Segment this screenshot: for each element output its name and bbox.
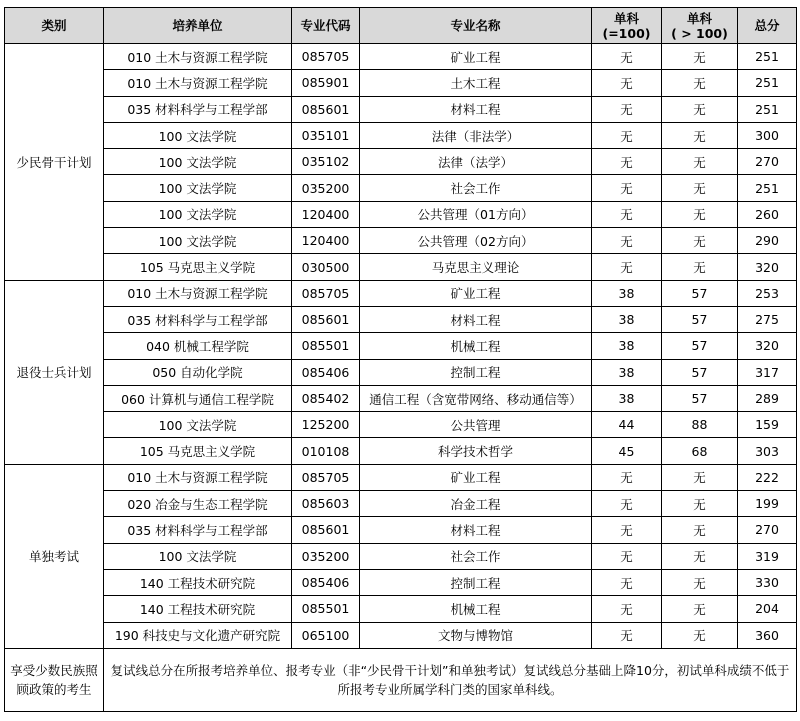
cell-single-eq100: 无 [592, 254, 662, 280]
cell-major: 矿业工程 [360, 464, 592, 490]
cell-code: 085603 [292, 491, 360, 517]
cell-major: 文物与博物馆 [360, 622, 592, 648]
cell-single-gt100: 无 [662, 201, 738, 227]
cell-single-gt100: 88 [662, 412, 738, 438]
cell-major: 土木工程 [360, 70, 592, 96]
table-row [5, 280, 797, 306]
table-row [5, 306, 797, 332]
cell-single-gt100: 68 [662, 438, 738, 464]
cell-unit: 100 文法学院 [104, 175, 292, 201]
cell-code: 085705 [292, 44, 360, 70]
cell-single-eq100: 无 [592, 596, 662, 622]
cell-code: 085501 [292, 333, 360, 359]
score-table [4, 7, 797, 712]
cell-single-eq100: 无 [592, 70, 662, 96]
cell-code: 035200 [292, 175, 360, 201]
cell-unit: 010 土木与资源工程学院 [104, 280, 292, 306]
header-unit: 培养单位 [104, 8, 292, 44]
table-row [5, 201, 797, 227]
table-row [5, 543, 797, 569]
cell-code: 085406 [292, 569, 360, 595]
cell-major: 社会工作 [360, 175, 592, 201]
cell-total: 320 [738, 254, 797, 280]
cell-major: 机械工程 [360, 333, 592, 359]
cell-unit: 190 科技史与文化遗产研究院 [104, 622, 292, 648]
cell-single-gt100: 无 [662, 70, 738, 96]
cell-total: 319 [738, 543, 797, 569]
cell-total: 253 [738, 280, 797, 306]
cell-code: 065100 [292, 622, 360, 648]
table-row [5, 96, 797, 122]
cell-unit: 010 土木与资源工程学院 [104, 464, 292, 490]
category-cell: 退役士兵计划 [5, 280, 104, 464]
cell-unit: 100 文法学院 [104, 412, 292, 438]
cell-single-eq100: 无 [592, 228, 662, 254]
cell-total: 317 [738, 359, 797, 385]
table-row [5, 596, 797, 622]
cell-unit: 100 文法学院 [104, 228, 292, 254]
cell-single-gt100: 57 [662, 280, 738, 306]
cell-code: 085601 [292, 306, 360, 332]
cell-single-eq100: 无 [592, 96, 662, 122]
table-row [5, 254, 797, 280]
cell-code: 030500 [292, 254, 360, 280]
cell-code: 085601 [292, 517, 360, 543]
cell-code: 085501 [292, 596, 360, 622]
cell-single-eq100: 45 [592, 438, 662, 464]
cell-total: 275 [738, 306, 797, 332]
table-row [5, 385, 797, 411]
category-cell: 少民骨干计划 [5, 44, 104, 281]
cell-single-gt100: 无 [662, 622, 738, 648]
cell-unit: 105 马克思主义学院 [104, 438, 292, 464]
cell-total: 270 [738, 149, 797, 175]
cell-single-eq100: 无 [592, 517, 662, 543]
cell-code: 035101 [292, 122, 360, 148]
cell-total: 303 [738, 438, 797, 464]
cell-unit: 140 工程技术研究院 [104, 569, 292, 595]
cell-single-eq100: 无 [592, 201, 662, 227]
cell-unit: 060 计算机与通信工程学院 [104, 385, 292, 411]
note-text: 复试线总分在所报考培养单位、报考专业（非“少民骨干计划”和单独考试）复试线总分基础上降10分，初试单科成绩不低于所报考专业所属学科门类的国家单科线。 [104, 648, 797, 711]
cell-single-eq100: 无 [592, 149, 662, 175]
cell-total: 270 [738, 517, 797, 543]
cell-single-eq100: 38 [592, 306, 662, 332]
cell-single-gt100: 无 [662, 96, 738, 122]
table-row [5, 228, 797, 254]
header-single-gt100-line1: 单科 [686, 10, 712, 26]
cell-single-gt100: 57 [662, 385, 738, 411]
table-row [5, 491, 797, 517]
cell-code: 120400 [292, 201, 360, 227]
cell-unit: 100 文法学院 [104, 543, 292, 569]
header-total: 总分 [738, 8, 797, 44]
cell-total: 159 [738, 412, 797, 438]
cell-single-eq100: 无 [592, 543, 662, 569]
header-single-eq100-line2: (=100) [602, 25, 651, 41]
cell-single-gt100: 无 [662, 596, 738, 622]
cell-major: 科学技术哲学 [360, 438, 592, 464]
cell-unit: 100 文法学院 [104, 122, 292, 148]
cell-single-gt100: 无 [662, 254, 738, 280]
cell-total: 222 [738, 464, 797, 490]
cell-unit: 040 机械工程学院 [104, 333, 292, 359]
cell-single-gt100: 无 [662, 175, 738, 201]
cell-unit: 010 土木与资源工程学院 [104, 70, 292, 96]
category-cell: 单独考试 [5, 464, 104, 648]
cell-unit: 035 材料科学与工程学部 [104, 306, 292, 332]
table-row [5, 438, 797, 464]
cell-code: 085601 [292, 96, 360, 122]
note-row [5, 648, 797, 711]
cell-total: 251 [738, 44, 797, 70]
cell-single-eq100: 无 [592, 122, 662, 148]
cell-single-gt100: 无 [662, 464, 738, 490]
header-single-eq100-line1: 单科 [613, 10, 639, 26]
cell-total: 360 [738, 622, 797, 648]
table-row [5, 412, 797, 438]
cell-major: 材料工程 [360, 306, 592, 332]
cell-unit: 020 冶金与生态工程学院 [104, 491, 292, 517]
cell-code: 010108 [292, 438, 360, 464]
cell-total: 251 [738, 70, 797, 96]
table-row [5, 149, 797, 175]
cell-single-gt100: 57 [662, 306, 738, 332]
header-row [5, 8, 797, 44]
cell-major: 马克思主义理论 [360, 254, 592, 280]
cell-single-gt100: 无 [662, 543, 738, 569]
cell-unit: 035 材料科学与工程学部 [104, 96, 292, 122]
cell-code: 035200 [292, 543, 360, 569]
cell-code: 085705 [292, 280, 360, 306]
cell-total: 320 [738, 333, 797, 359]
cell-single-gt100: 57 [662, 359, 738, 385]
note-label: 享受少数民族照顾政策的考生 [5, 648, 104, 711]
cell-single-eq100: 38 [592, 333, 662, 359]
table-row [5, 122, 797, 148]
header-single-gt100-line2: ( > 100) [671, 25, 728, 41]
cell-major: 法律（非法学） [360, 122, 592, 148]
cell-single-eq100: 38 [592, 280, 662, 306]
cell-major: 机械工程 [360, 596, 592, 622]
cell-code: 085705 [292, 464, 360, 490]
cell-total: 199 [738, 491, 797, 517]
cell-code: 035102 [292, 149, 360, 175]
cell-single-gt100: 无 [662, 569, 738, 595]
cell-single-eq100: 无 [592, 175, 662, 201]
table-row [5, 359, 797, 385]
cell-major: 控制工程 [360, 359, 592, 385]
cell-single-eq100: 44 [592, 412, 662, 438]
cell-major: 冶金工程 [360, 491, 592, 517]
cell-major: 公共管理（01方向） [360, 201, 592, 227]
cell-single-gt100: 无 [662, 149, 738, 175]
cell-single-gt100: 无 [662, 517, 738, 543]
cell-major: 材料工程 [360, 517, 592, 543]
cell-single-gt100: 无 [662, 122, 738, 148]
table-row [5, 622, 797, 648]
header-major: 专业名称 [360, 8, 592, 44]
cell-major: 控制工程 [360, 569, 592, 595]
table-row [5, 517, 797, 543]
cell-total: 204 [738, 596, 797, 622]
header-single-gt100 [662, 8, 738, 44]
table-row [5, 70, 797, 96]
cell-unit: 105 马克思主义学院 [104, 254, 292, 280]
cell-major: 通信工程（含宽带网络、移动通信等） [360, 385, 592, 411]
cell-code: 085402 [292, 385, 360, 411]
cell-total: 251 [738, 96, 797, 122]
cell-single-eq100: 无 [592, 44, 662, 70]
cell-code: 085406 [292, 359, 360, 385]
header-single-eq100 [592, 8, 662, 44]
cell-major: 矿业工程 [360, 44, 592, 70]
cell-unit: 100 文法学院 [104, 149, 292, 175]
cell-single-eq100: 无 [592, 622, 662, 648]
cell-code: 085901 [292, 70, 360, 96]
table-row [5, 569, 797, 595]
cell-unit: 100 文法学院 [104, 201, 292, 227]
cell-single-gt100: 无 [662, 44, 738, 70]
cell-major: 公共管理（02方向） [360, 228, 592, 254]
cell-unit: 010 土木与资源工程学院 [104, 44, 292, 70]
table-body [5, 44, 797, 649]
cell-code: 120400 [292, 228, 360, 254]
cell-single-gt100: 无 [662, 228, 738, 254]
cell-total: 290 [738, 228, 797, 254]
cell-single-gt100: 57 [662, 333, 738, 359]
cell-total: 330 [738, 569, 797, 595]
cell-total: 251 [738, 175, 797, 201]
cell-major: 法律（法学） [360, 149, 592, 175]
cell-single-eq100: 无 [592, 464, 662, 490]
cell-total: 300 [738, 122, 797, 148]
cell-code: 125200 [292, 412, 360, 438]
cell-single-eq100: 无 [592, 491, 662, 517]
cell-major: 公共管理 [360, 412, 592, 438]
cell-major: 矿业工程 [360, 280, 592, 306]
cell-total: 260 [738, 201, 797, 227]
cell-major: 材料工程 [360, 96, 592, 122]
header-code: 专业代码 [292, 8, 360, 44]
cell-unit: 035 材料科学与工程学部 [104, 517, 292, 543]
cell-single-eq100: 无 [592, 569, 662, 595]
cell-single-eq100: 38 [592, 359, 662, 385]
cell-unit: 050 自动化学院 [104, 359, 292, 385]
cell-single-gt100: 无 [662, 491, 738, 517]
cell-total: 289 [738, 385, 797, 411]
header-category: 类别 [5, 8, 104, 44]
table-row [5, 44, 797, 70]
cell-single-eq100: 38 [592, 385, 662, 411]
table-row [5, 333, 797, 359]
cell-unit: 140 工程技术研究院 [104, 596, 292, 622]
cell-major: 社会工作 [360, 543, 592, 569]
table-row [5, 464, 797, 490]
table-row [5, 175, 797, 201]
